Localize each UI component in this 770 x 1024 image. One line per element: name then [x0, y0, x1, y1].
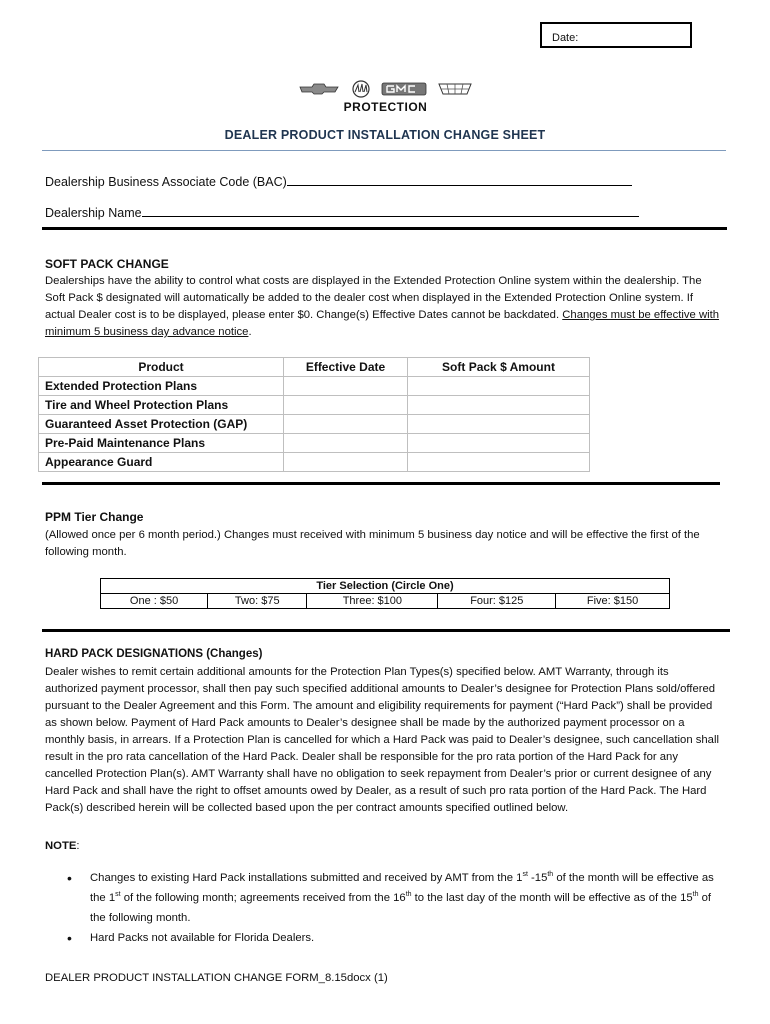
soft-pack-amount-cell[interactable] [408, 453, 590, 472]
soft-pack-amount-column-header: Soft Pack $ Amount [408, 358, 590, 377]
ordinal-suffix: st [522, 871, 528, 879]
page-title: DEALER PRODUCT INSTALLATION CHANGE SHEET [224, 128, 546, 142]
bac-label: Dealership Business Associate Code (BAC) [45, 175, 287, 189]
bac-input-line[interactable] [287, 173, 632, 186]
chevrolet-bowtie-icon [298, 83, 340, 95]
tier-options-row [101, 594, 670, 609]
table-row [39, 434, 590, 453]
note-colon: : [76, 840, 80, 852]
effective-date-cell[interactable] [284, 415, 408, 434]
effective-date-cell[interactable] [284, 434, 408, 453]
tier-option[interactable]: Five: $150 [556, 594, 670, 609]
tier-selection-header: Tier Selection (Circle One) [101, 579, 670, 594]
product-column-header: Product [39, 358, 284, 377]
title-divider [42, 150, 726, 151]
bullet-glyph: • [67, 930, 72, 946]
ppm-description: (Allowed once per 6 month period.) Changes must received with minimum 5 business day notice and will be effective the first of the following month. [45, 529, 700, 558]
tier-option[interactable]: One : $50 [101, 594, 208, 609]
section-divider [42, 629, 730, 632]
section-divider [42, 482, 720, 485]
note-text: -15 [527, 872, 548, 884]
soft-pack-description [45, 273, 723, 341]
note-label: NOTE [45, 840, 77, 852]
date-label: Date: [552, 32, 579, 44]
tier-header-row [101, 579, 670, 594]
soft-pack-table [38, 357, 590, 472]
document-footer: DEALER PRODUCT INSTALLATION CHANGE FORM_8.15docx (1) [45, 972, 388, 984]
note-label-line [45, 838, 723, 855]
effective-date-column-header: Effective Date [284, 358, 408, 377]
product-name: Guaranteed Asset Protection (GAP) [39, 415, 284, 434]
soft-pack-amount-cell[interactable] [408, 434, 590, 453]
effective-date-cell[interactable] [284, 396, 408, 415]
list-item [45, 928, 725, 948]
section-divider [42, 227, 727, 230]
tier-option[interactable]: Two: $75 [208, 594, 307, 609]
note-list [45, 868, 725, 948]
hard-pack-heading: HARD PACK DESIGNATIONS (Changes) [45, 648, 263, 660]
soft-pack-amount-cell[interactable] [408, 377, 590, 396]
soft-pack-notice: Changes must be effective with minimum 5 business day advance notice [45, 309, 720, 338]
protection-wordmark: PROTECTION [343, 100, 428, 114]
tier-option[interactable]: Three: $100 [307, 594, 438, 609]
note-text: of the following month. [90, 892, 712, 924]
table-row [39, 453, 590, 472]
dealership-name-input-line[interactable] [142, 204, 639, 217]
note-text: Hard Packs not available for Florida Dealers. [90, 932, 315, 944]
note-text: of the following month; agreements received from the 16 [120, 892, 406, 904]
effective-date-cell[interactable] [284, 453, 408, 472]
effective-date-cell[interactable] [284, 377, 408, 396]
dealership-name-field[interactable] [45, 204, 639, 220]
product-name: Tire and Wheel Protection Plans [39, 396, 284, 415]
soft-pack-heading: SOFT PACK CHANGE [45, 257, 169, 271]
product-name: Pre-Paid Maintenance Plans [39, 434, 284, 453]
date-field[interactable] [540, 22, 692, 48]
note-text: Changes to existing Hard Pack installations submitted and received by AMT from the 1 [90, 872, 523, 884]
note-text: of the month will be effective as the 1 [90, 872, 714, 904]
buick-shield-icon [350, 80, 372, 98]
brand-logo-block [298, 80, 473, 120]
soft-pack-body: Dealerships have the ability to control what costs are displayed in the Extended Protection Online system within the dealership. The Soft Pack $ designated will automatically be added to the dealer cost when displayed in the Extended Protection Online system. If actual Dealer cost is to be displayed, please enter $0. Change(s) Effective Dates cannot be backdated. [45, 275, 702, 321]
soft-pack-notice-end: . [248, 326, 252, 338]
bac-field[interactable] [45, 173, 632, 189]
ordinal-suffix: th [692, 891, 699, 899]
table-row [39, 396, 590, 415]
dealership-name-label: Dealership Name [45, 206, 142, 220]
bullet-glyph: • [67, 870, 72, 886]
product-name: Appearance Guard [39, 453, 284, 472]
hard-pack-description: Dealer wishes to remit certain additional amounts for the Protection Plan Types(s) specified below. AMT Warranty, through its authorized payment processor, shall then pay such specified additional amounts to Dealer’s designee for Protection Plans sold/offered pursuant to the Dealer Agreement and this Form. The amount and eligibility requirements for payment (“Hard Pack”) shall be provided as shown below. Payment of Hard Pack amounts to Dealer’s designee shall be made by the authorized payment processor on a monthly basis, in arrears. If a Protection Plan is cancelled for which a Hard Pack was paid to Dealer’s designee, such cancellation shall result in the pro rata cancellation of the Hard Pack. Dealer shall be responsible for the pro rata portion of the Hard Pack for any cancelled Protection Plan(s). AMT Warranty shall have no obligation to seek repayment from Dealer’s prior or current designee of any Hard Pack and shall have the right to offset amounts owed by Dealer, as a result of such pro rata portion of the Hard Pack. The Hard Pack(s) described herein will be collected based upon the per contract amounts specified outlined below. [45, 666, 719, 814]
list-item [45, 868, 725, 928]
table-row [39, 415, 590, 434]
table-header-row [39, 358, 590, 377]
ordinal-suffix: th [547, 871, 554, 879]
note-text: to the last day of the month will be effective as of the 15 [411, 892, 693, 904]
ordinal-suffix: st [115, 891, 121, 899]
ordinal-suffix: th [405, 891, 412, 899]
product-name: Extended Protection Plans [39, 377, 284, 396]
gmc-logo-icon [381, 82, 427, 96]
ppm-heading: PPM Tier Change [45, 510, 144, 524]
soft-pack-amount-cell[interactable] [408, 396, 590, 415]
soft-pack-amount-cell[interactable] [408, 415, 590, 434]
tier-selection-table [100, 578, 670, 609]
tier-option[interactable]: Four: $125 [438, 594, 556, 609]
table-row [39, 377, 590, 396]
cadillac-crest-icon [437, 82, 473, 96]
